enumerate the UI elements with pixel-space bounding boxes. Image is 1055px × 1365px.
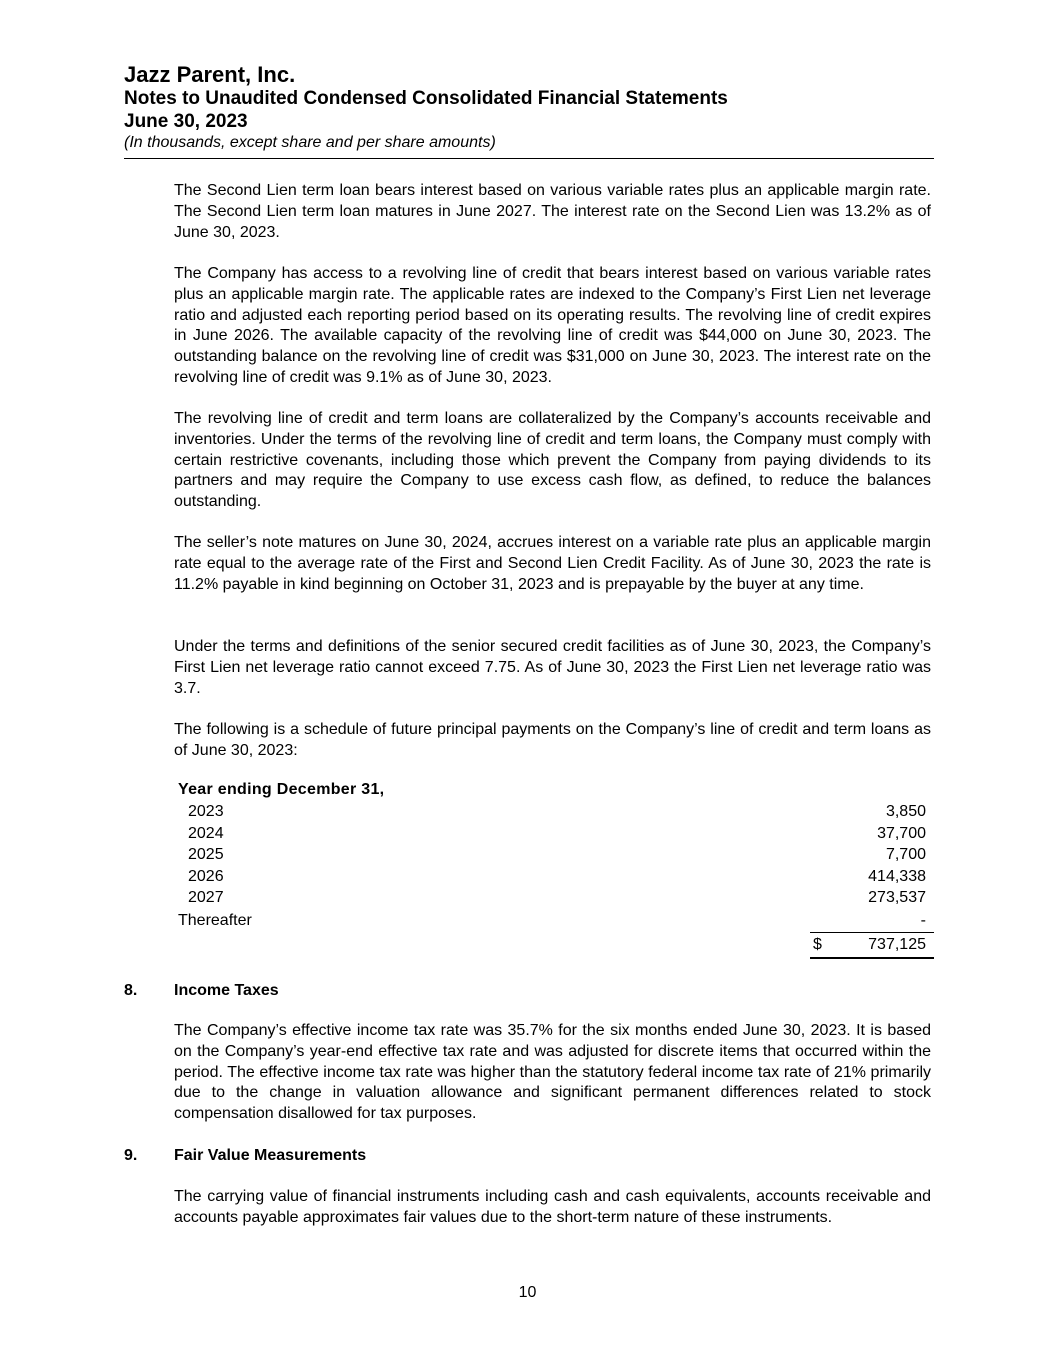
- header-divider: [124, 158, 934, 159]
- company-name: Jazz Parent, Inc.: [124, 62, 296, 87]
- paragraph-fair-value: The carrying value of financial instruments including cash and cash equivalents, accounts receivable and accounts payable approximates fair values due to the short-term nature of these instruments.: [174, 1188, 931, 1226]
- paragraph-income-taxes: The Company’s effective income tax rate was 35.7% for the six months ended June 30, 2023. It is based on the Company’s year-end effective tax rate and was adjusted for discrete items that occurred within the period. The effective income tax rate was higher than the statutory federal income tax rate of 21% primarily due to the change in valuation allowance and significant permanent differences related to stock compensation disallowed for tax purposes.: [174, 1022, 931, 1123]
- paragraph-collateral: The revolving line of credit and term loans are collateralized by the Company’s accounts receivable and inventories. Under the terms of the revolving line of credit and term loans, the Company must comply with certain restrictive covenants, including those which prevent the Company from paying dividends to its partners and may require the Company to use excess cash flow, as defined, to reduce the balances outstanding.: [174, 410, 931, 511]
- schedule-year: 2026: [188, 868, 224, 885]
- schedule-row: [178, 910, 926, 931]
- schedule-amount: 3,850: [885, 803, 926, 820]
- schedule-amount: 7,700: [885, 846, 926, 863]
- schedule-heading: Year ending December 31,: [178, 781, 385, 798]
- units-note: (In thousands, except share and per share amounts): [124, 134, 496, 151]
- schedule-row: [178, 801, 926, 822]
- paragraph-schedule-intro: The following is a schedule of future principal payments on the Company’s line of credit and term loans as of June 30, 2023:: [174, 721, 931, 759]
- schedule-amount: 414,338: [868, 868, 926, 885]
- schedule-year: 2025: [188, 846, 224, 863]
- page-header: [124, 62, 933, 153]
- schedule-year: 2023: [188, 803, 224, 820]
- schedule-year: 2024: [188, 825, 224, 842]
- schedule-amount: -: [920, 912, 926, 929]
- total-top-rule: [810, 932, 934, 933]
- paragraph-revolving-credit: The Company has access to a revolving line of credit that bears interest based on various variable rates plus an applicable margin rate. The applicable rates are indexed to the Company’s First Lien net leverage ratio and adjusted each reporting period based on its operating results. The revolving line of credit expires in June 2026. The available capacity of the revolving line of credit was $44,000 on June 30, 2023. The outstanding balance on the revolving line of credit was $31,000 on June 30, 2023. The interest rate on the revolving line of credit was 9.1% as of June 30, 2023.: [174, 265, 931, 386]
- paragraph-sellers-note: The seller’s note matures on June 30, 2024, accrues interest on a variable rate plus an applicable margin rate equal to the average rate of the First and Second Lien Credit Facility. As of June 30, 2023 the rate is 11.2% payable in kind beginning on October 31, 2023 and is prepayable by the buyer at any time.: [174, 534, 931, 593]
- section-8-number: 8.: [124, 982, 138, 999]
- schedule-year: Thereafter: [178, 912, 252, 929]
- total-double-rule: [810, 957, 934, 959]
- schedule-amount: 273,537: [868, 889, 926, 906]
- schedule-row: [178, 844, 926, 865]
- document-date: June 30, 2023: [124, 111, 248, 132]
- document-title: Notes to Unaudited Condensed Consolidated Financial Statements: [124, 88, 728, 109]
- section-8-title: Income Taxes: [174, 982, 279, 999]
- schedule-row: [178, 823, 926, 844]
- section-9-title: Fair Value Measurements: [174, 1147, 367, 1164]
- paragraph-leverage-ratio: Under the terms and definitions of the senior secured credit facilities as of June 30, 2023, the Company’s First Lien net leverage ratio cannot exceed 7.75. As of June 30, 2023 the First Lien net leverage ratio was 3.7.: [174, 638, 931, 697]
- total-currency: $: [813, 936, 822, 953]
- section-9-number: 9.: [124, 1147, 138, 1164]
- schedule-total: [810, 934, 926, 956]
- total-amount: 737,125: [868, 936, 926, 953]
- page-number: 10: [518, 1284, 537, 1301]
- schedule-row: [178, 887, 926, 908]
- schedule-amount: 37,700: [877, 825, 926, 842]
- paragraph-second-lien: The Second Lien term loan bears interest based on various variable rates plus an applicable margin rate. The Second Lien term loan matures in June 2027. The interest rate on the Second Lien was 13.2% as of June 30, 2023.: [174, 182, 931, 241]
- schedule-year: 2027: [188, 889, 224, 906]
- schedule-row: [178, 866, 926, 887]
